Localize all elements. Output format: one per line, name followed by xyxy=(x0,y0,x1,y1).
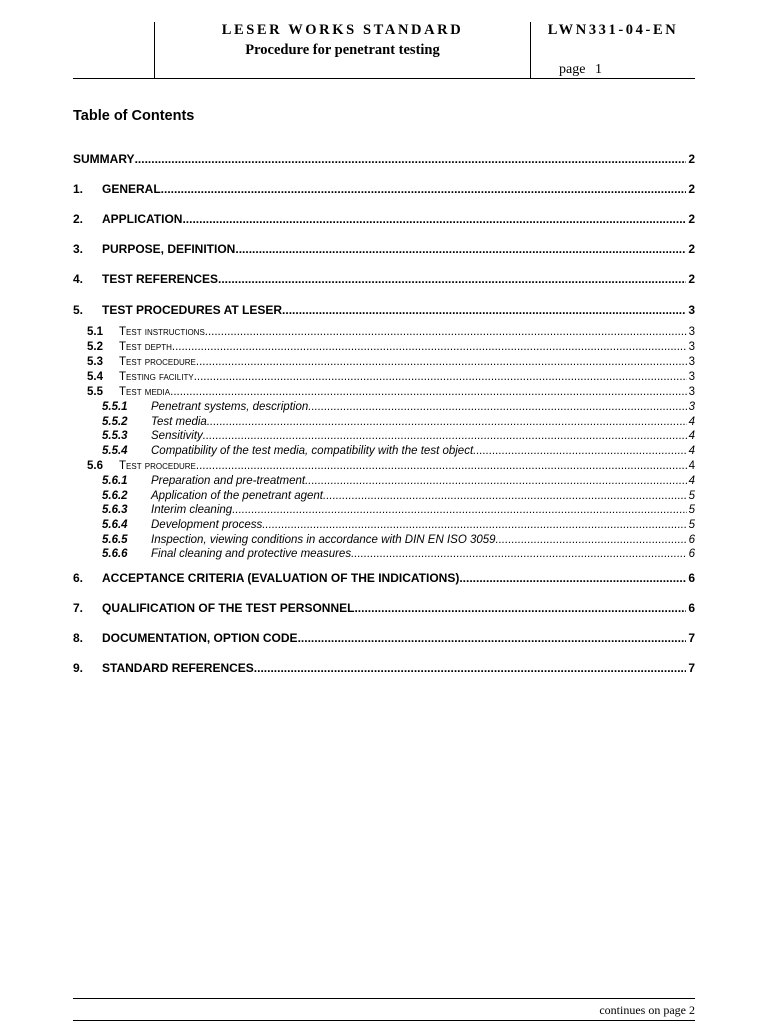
toc-entry-page: 4 xyxy=(688,475,695,487)
toc-entry-label: APPLICATION xyxy=(102,212,183,226)
toc-entry-page: 6 xyxy=(688,601,695,615)
toc-entry-page: 7 xyxy=(688,661,695,675)
toc-entry-page: 6 xyxy=(688,571,695,585)
toc-entry-page: 2 xyxy=(688,152,695,166)
toc-entry-page: 7 xyxy=(688,631,695,645)
toc-entry-label: Testing facility xyxy=(119,371,194,383)
toc-entry-documentation[interactable] xyxy=(73,631,695,645)
toc-entry-label: TEST REFERENCES xyxy=(102,272,219,286)
toc-leader-dots xyxy=(203,430,687,442)
toc-entry-page: 5 xyxy=(688,490,695,502)
toc-leader-dots xyxy=(218,272,686,286)
toc-entry-number: 8. xyxy=(73,631,84,645)
toc-entry-page: 3 xyxy=(688,303,695,317)
toc-leader-dots xyxy=(262,519,686,531)
toc-entry-number: 2. xyxy=(73,212,84,226)
toc-entry-5-6[interactable] xyxy=(73,460,695,472)
toc-entry-page: 6 xyxy=(688,534,695,546)
toc-entry-page: 4 xyxy=(688,430,695,442)
toc-entry-number: 4. xyxy=(73,272,84,286)
toc-entry-5-3[interactable] xyxy=(73,356,695,368)
toc-entry-page: 3 xyxy=(688,386,695,398)
toc-entry-page: 3 xyxy=(688,341,695,353)
toc-entry-number: 5. xyxy=(73,303,84,317)
toc-entry-5-6-1[interactable] xyxy=(73,475,695,487)
toc-leader-dots xyxy=(182,212,686,226)
toc-entry-number: 5.6.6 xyxy=(102,548,128,560)
toc-entry-5-6-3[interactable] xyxy=(73,504,695,516)
toc-entry-page: 6 xyxy=(688,548,695,560)
toc-entry-label: ACCEPTANCE CRITERIA (EVALUATION OF THE INDICATIONS) xyxy=(102,571,460,585)
toc-leader-dots xyxy=(172,341,687,353)
toc-leader-dots xyxy=(232,504,686,516)
toc-leader-dots xyxy=(354,601,686,615)
toc-entry-number: 5.4 xyxy=(87,371,103,383)
toc-entry-page: 5 xyxy=(688,504,695,516)
toc-entry-5-5-4[interactable] xyxy=(73,445,695,457)
toc-entry-number: 5.1 xyxy=(87,326,103,338)
toc-leader-dots xyxy=(161,182,687,196)
toc-entry-number: 5.5.4 xyxy=(102,445,128,457)
toc-entry-label: Preparation and pre-treatment xyxy=(151,475,306,487)
toc-entry-number: 3. xyxy=(73,242,84,256)
toc-entry-label: Test media xyxy=(119,386,171,398)
toc-entry-number: 5.5 xyxy=(87,386,103,398)
toc-entry-label: SUMMARY xyxy=(73,152,135,166)
toc-entry-page: 5 xyxy=(688,519,695,531)
footer-rule-bottom xyxy=(73,1020,695,1021)
toc-leader-dots xyxy=(207,416,687,428)
toc-entry-number: 9. xyxy=(73,661,84,675)
toc-entry-number: 5.5.3 xyxy=(102,430,128,442)
toc-leader-dots xyxy=(196,460,687,472)
toc-leader-dots xyxy=(135,152,687,166)
page-label: page xyxy=(559,62,586,77)
toc-entry-label: Interim cleaning xyxy=(151,504,233,516)
toc-leader-dots xyxy=(298,631,687,645)
page-number: 1 xyxy=(594,62,602,77)
toc-entry-number: 5.6 xyxy=(87,460,103,472)
toc-leader-dots xyxy=(196,356,687,368)
toc-leader-dots xyxy=(473,445,686,457)
toc-entry-page: 3 xyxy=(688,356,695,368)
header-subtitle: Procedure for penetrant testing xyxy=(245,42,440,58)
toc-entry-page: 4 xyxy=(688,460,695,472)
toc-entry-number: 5.6.4 xyxy=(102,519,128,531)
document-header xyxy=(73,22,695,79)
toc-entry-number: 7. xyxy=(73,601,84,615)
toc-entry-page: 2 xyxy=(688,182,695,196)
toc-entry-label: Test procedure xyxy=(119,460,196,472)
toc-entry-test-references[interactable] xyxy=(73,272,695,286)
toc-entry-label: Application of the penetrant agent xyxy=(151,490,323,502)
toc-entry-label: Final cleaning and protective measures xyxy=(151,548,352,560)
toc-entry-label: GENERAL xyxy=(102,182,161,196)
toc-entry-label: Test instructions xyxy=(119,326,205,338)
toc-entry-label: Test depth xyxy=(119,341,172,353)
toc-leader-dots xyxy=(254,661,687,675)
toc-entry-label: Sensitivity xyxy=(151,430,203,442)
toc-entry-number: 1. xyxy=(73,182,84,196)
toc-entry-label: Development process xyxy=(151,519,263,531)
toc-leader-dots xyxy=(194,371,687,383)
toc-entry-summary[interactable] xyxy=(73,152,695,166)
toc-entry-page: 3 xyxy=(688,371,695,383)
toc-entry-label: Compatibility of the test media, compatibility with the test object xyxy=(151,445,474,457)
toc-entry-5-5-3[interactable] xyxy=(73,430,695,442)
toc-entry-5-1[interactable] xyxy=(73,326,695,338)
toc-entry-label: DOCUMENTATION, OPTION CODE xyxy=(102,631,298,645)
toc-entry-5-5-2[interactable] xyxy=(73,416,695,428)
toc-entry-acceptance-criteria[interactable] xyxy=(73,571,695,585)
toc-leader-dots xyxy=(205,326,687,338)
toc-entry-label: TEST PROCEDURES AT LESER xyxy=(102,303,283,317)
toc-entry-number: 6. xyxy=(73,571,84,585)
toc-leader-dots xyxy=(305,475,687,487)
toc-entry-5-6-2[interactable] xyxy=(73,490,695,502)
toc-entry-page: 2 xyxy=(688,212,695,226)
toc-entry-number: 5.6.3 xyxy=(102,504,128,516)
toc-entry-page: 2 xyxy=(688,242,695,256)
toc-entry-label: Inspection, viewing conditions in accordance with DIN EN ISO 3059 xyxy=(151,534,496,546)
toc-entry-label: QUALIFICATION OF THE TEST PERSONNEL xyxy=(102,601,355,615)
toc-leader-dots xyxy=(235,242,686,256)
toc-entry-5-5-1[interactable] xyxy=(73,401,695,413)
toc-leader-dots xyxy=(459,571,686,585)
toc-entry-5-6-6[interactable] xyxy=(73,548,695,560)
toc-entry-number: 5.2 xyxy=(87,341,103,353)
footer-continues: continues on page 2 xyxy=(599,1003,695,1017)
toc-entry-label: STANDARD REFERENCES xyxy=(102,661,254,675)
document-id: LWN331-04-EN xyxy=(547,22,679,38)
page-indicator xyxy=(559,62,602,78)
toc-entry-5-6-5[interactable] xyxy=(73,534,695,546)
toc-entry-number: 5.5.1 xyxy=(102,401,128,413)
toc-entry-5-4[interactable] xyxy=(73,371,695,383)
toc-entry-test-procedures[interactable] xyxy=(73,303,695,317)
toc-entry-general[interactable] xyxy=(73,182,695,196)
toc-entry-label: Penetrant systems, description xyxy=(151,401,309,413)
header-title: LESER WORKS STANDARD xyxy=(221,22,464,38)
toc-entry-page: 3 xyxy=(688,401,695,413)
toc-entry-qualification[interactable] xyxy=(73,601,695,615)
footer-rule-top xyxy=(73,998,695,999)
toc-entry-page: 4 xyxy=(688,416,695,428)
toc-leader-dots xyxy=(323,490,687,502)
toc-entry-purpose[interactable] xyxy=(73,242,695,256)
toc-entry-label: Test media xyxy=(151,416,207,428)
toc-entry-number: 5.6.5 xyxy=(102,534,128,546)
toc-entry-application[interactable] xyxy=(73,212,695,226)
toc-leader-dots xyxy=(282,303,686,317)
toc-entry-number: 5.6.1 xyxy=(102,475,128,487)
toc-leader-dots xyxy=(351,548,687,560)
toc-entry-label: Test procedure xyxy=(119,356,196,368)
toc-entry-page: 3 xyxy=(688,326,695,338)
toc-entry-label: PURPOSE, DEFINITION xyxy=(102,242,236,256)
toc-entry-page: 4 xyxy=(688,445,695,457)
toc-entry-5-2[interactable] xyxy=(73,341,695,353)
toc-entry-number: 5.6.2 xyxy=(102,490,128,502)
toc-entry-standard-references[interactable] xyxy=(73,661,695,675)
toc-entry-5-5[interactable] xyxy=(73,386,695,398)
toc-leader-dots xyxy=(170,386,686,398)
toc-entry-number: 5.5.2 xyxy=(102,416,128,428)
toc-entry-number: 5.3 xyxy=(87,356,103,368)
toc-entry-page: 2 xyxy=(688,272,695,286)
toc-heading: Table of Contents xyxy=(73,108,195,124)
toc-leader-dots xyxy=(308,401,686,413)
toc-leader-dots xyxy=(496,534,687,546)
toc-entry-5-6-4[interactable] xyxy=(73,519,695,531)
